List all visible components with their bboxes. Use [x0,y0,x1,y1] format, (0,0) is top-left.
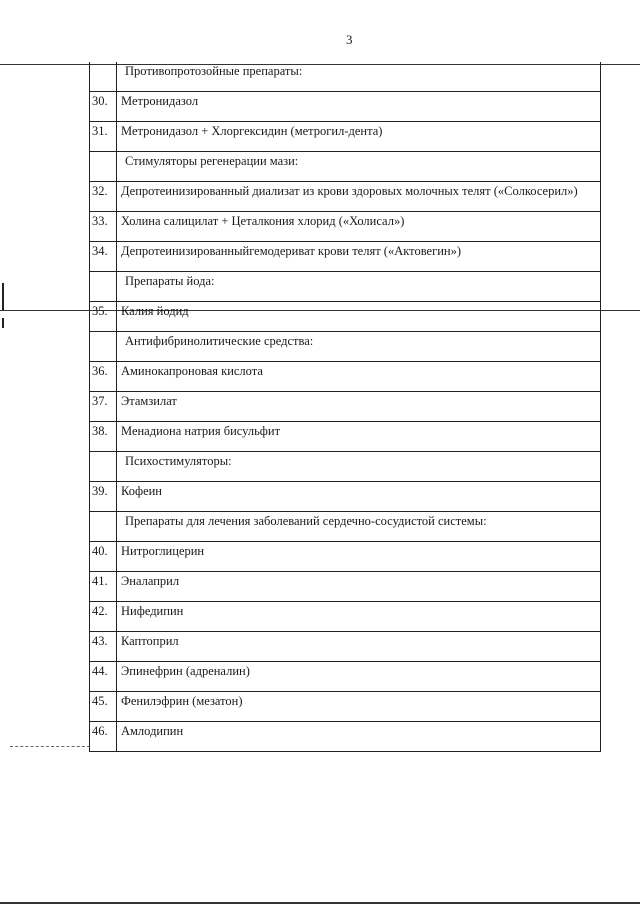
drug-name: Амлодипин [117,722,601,752]
drug-name: Холина салицилат + Цеталкония хлорид («Холисал») [117,212,601,242]
drug-name: Каптоприл [117,632,601,662]
table-row [90,362,601,392]
row-number: 44. [90,662,117,692]
drug-list-table-wrapper [89,62,601,752]
drug-name: Нифедипин [117,602,601,632]
drug-name: Метронидазол [117,92,601,122]
table-row [90,632,601,662]
row-number: 42. [90,602,117,632]
row-number: 40. [90,542,117,572]
row-number: 36. [90,362,117,392]
row-number: 30. [90,92,117,122]
bottom-rule [0,902,640,904]
section-heading: Препараты йода: [117,272,601,302]
table-row [90,602,601,632]
row-number [90,332,117,362]
margin-tick [2,283,4,311]
table-row [90,62,601,92]
section-heading: Психостимуляторы: [117,452,601,482]
table-row [90,572,601,602]
lower-dash-line [10,746,90,747]
table-row [90,302,601,332]
drug-name: Калия йодид [117,302,601,332]
row-number: 35. [90,302,117,332]
table-row [90,122,601,152]
drug-name: Нитроглицерин [117,542,601,572]
drug-name: Менадиона натрия бисульфит [117,422,601,452]
row-number [90,272,117,302]
table-row [90,152,601,182]
row-number: 41. [90,572,117,602]
drug-name: Аминокапроновая кислота [117,362,601,392]
page-number: 3 [346,32,353,47]
margin-tick [2,318,4,328]
table-row [90,692,601,722]
drug-name: Кофеин [117,482,601,512]
row-number: 38. [90,422,117,452]
section-heading: Противопротозойные препараты: [117,62,601,92]
section-heading: Препараты для лечения заболеваний сердечно-сосудистой системы: [117,512,601,542]
row-number: 31. [90,122,117,152]
row-number [90,152,117,182]
table-row [90,512,601,542]
row-number: 34. [90,242,117,272]
row-number: 43. [90,632,117,662]
drug-list-table [89,62,601,752]
table-row [90,182,601,212]
table-row [90,452,601,482]
row-number: 45. [90,692,117,722]
row-number [90,512,117,542]
table-row [90,662,601,692]
table-row [90,332,601,362]
table-row [90,542,601,572]
drug-list-body [90,62,601,752]
row-number: 39. [90,482,117,512]
drug-name: Депротеинизированныйгемодериват крови телят («Актовегин») [117,242,601,272]
row-number [90,62,117,92]
row-number: 46. [90,722,117,752]
row-number: 33. [90,212,117,242]
drug-name: Эпинефрин (адреналин) [117,662,601,692]
table-row [90,482,601,512]
table-row [90,92,601,122]
section-heading: Антифибринолитические средства: [117,332,601,362]
drug-name: Депротеинизированный диализат из крови здоровых молочных телят («Солкосерил») [117,182,601,212]
drug-name: Этамзилат [117,392,601,422]
row-number: 37. [90,392,117,422]
drug-name: Фенилэфрин (мезатон) [117,692,601,722]
row-number [90,452,117,482]
drug-name: Эналаприл [117,572,601,602]
table-row [90,242,601,272]
table-row [90,212,601,242]
drug-name: Метронидазол + Хлоргексидин (метрогил-дента) [117,122,601,152]
table-row [90,392,601,422]
section-heading: Стимуляторы регенерации мази: [117,152,601,182]
table-row [90,422,601,452]
row-number: 32. [90,182,117,212]
table-row [90,722,601,752]
table-row [90,272,601,302]
